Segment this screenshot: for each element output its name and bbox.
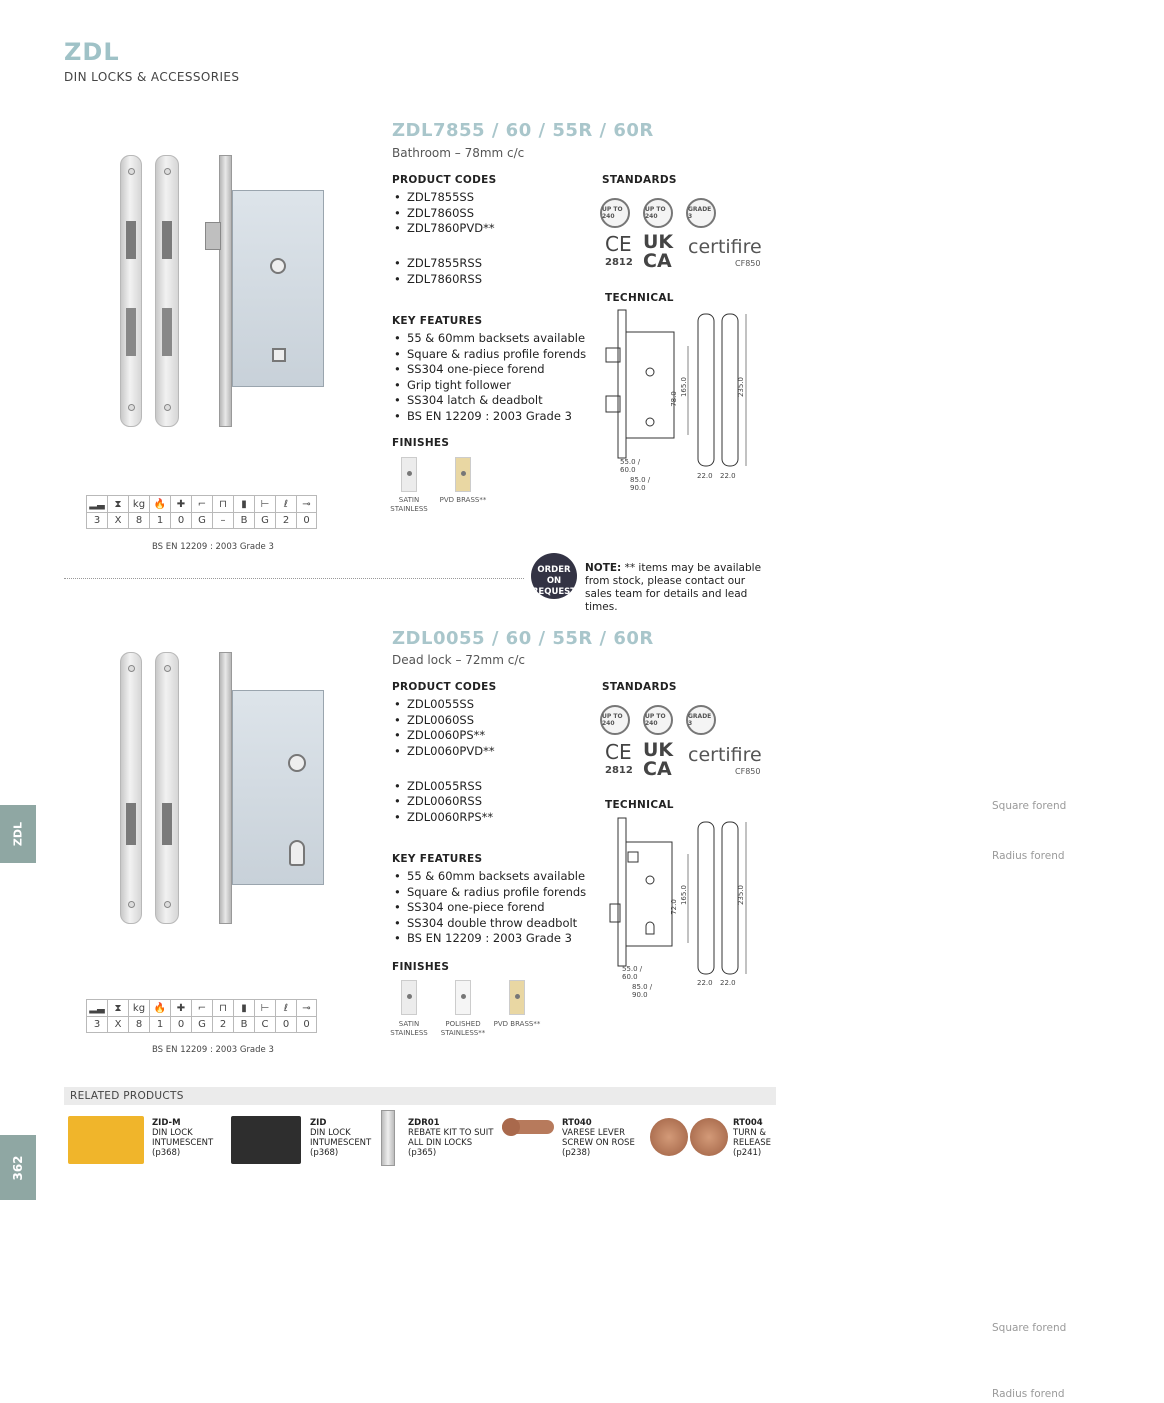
related-line: INTUMESCENT xyxy=(152,1138,214,1148)
related-line: TURN & xyxy=(733,1128,767,1138)
turn-hub xyxy=(272,348,286,362)
related-thumbnail xyxy=(231,1116,301,1164)
feature-item: • BS EN 12209 : 2003 Grade 3 xyxy=(394,409,604,425)
product-subtitle: Dead lock – 72mm c/c xyxy=(392,653,525,667)
feature-item: • BS EN 12209 : 2003 Grade 3 xyxy=(394,931,604,947)
related-thumbnail xyxy=(650,1118,688,1156)
finish-swatch-satin xyxy=(401,457,417,492)
dim-total: 235.0 xyxy=(737,884,746,906)
related-line: DIN LOCK xyxy=(310,1128,351,1138)
stock-note xyxy=(585,562,770,614)
product-code: • ZDL0060RPS** xyxy=(394,810,594,826)
grade-icon-row xyxy=(86,999,317,1016)
forend-strip-2 xyxy=(155,155,179,427)
badge-text: UP TO 240 xyxy=(602,713,623,727)
application-icon: ⊢ xyxy=(254,495,275,512)
feature-item: • 55 & 60mm backsets available xyxy=(394,869,604,885)
grade-code: 0 xyxy=(296,1016,317,1033)
grade-code: G xyxy=(191,1016,212,1033)
grade-badge-icon xyxy=(686,705,716,735)
forend-strip-1 xyxy=(120,652,142,924)
grade-code: 2 xyxy=(275,512,296,529)
ukca-top: UK xyxy=(643,739,674,761)
screw-icon xyxy=(128,168,135,175)
note-text: ** items may be available from stock, please contact our sales team for details and lead times. xyxy=(585,562,762,613)
dim-total: 235.0 xyxy=(737,376,746,398)
finish-label: POLISHED STAINLESS** xyxy=(440,1020,486,1037)
safety-icon: ✚ xyxy=(170,999,191,1016)
technical-heading: TECHNICAL xyxy=(605,799,674,811)
related-line: ALL DIN LOCKS xyxy=(408,1138,473,1148)
dim-backset: 55.0 / 60.0 xyxy=(622,965,643,981)
dim-backset: 55.0 / 60.0 xyxy=(620,458,641,474)
finish-label: SATIN STAINLESS xyxy=(390,1020,428,1037)
forend-strip-1 xyxy=(120,155,142,427)
related-line: DIN LOCK xyxy=(152,1128,193,1138)
product-title: ZDL7855 / 60 / 55R / 60R xyxy=(392,120,654,141)
badge-text: UP TO 240 xyxy=(645,206,666,220)
feature-list xyxy=(394,869,604,947)
product-code: • ZDL0060PS** xyxy=(394,728,594,744)
finish-swatch-satin xyxy=(401,980,417,1015)
note-label: NOTE: xyxy=(585,562,622,574)
sidebar xyxy=(0,0,36,1200)
grade-code: 1 xyxy=(149,512,170,529)
grade-code: 3 xyxy=(86,1016,107,1033)
durability-icon: ⧗ xyxy=(107,495,128,512)
feature-item: • Square & radius profile forends xyxy=(394,347,604,363)
related-text xyxy=(408,1118,493,1158)
fire-icon: 🔥 xyxy=(149,495,170,512)
finish-swatch-brass xyxy=(455,457,471,492)
fire-rating-badge-icon xyxy=(600,705,630,735)
product-code: • ZDL0060PVD** xyxy=(394,744,594,760)
lock-forend xyxy=(219,155,232,427)
related-code: ZDR01 xyxy=(408,1118,440,1128)
spindle-hole xyxy=(288,754,306,772)
fire-rating-badge-icon xyxy=(643,705,673,735)
section-divider xyxy=(64,578,524,579)
certifire-logo: certifire xyxy=(688,744,762,766)
grade-badge-icon xyxy=(686,198,716,228)
fire-icon: 🔥 xyxy=(149,999,170,1016)
section-tab[interactable] xyxy=(0,805,36,863)
feature-list xyxy=(394,331,604,424)
certifire-code: CF850 xyxy=(735,259,761,268)
product-code: • ZDL7860PVD** xyxy=(394,221,594,237)
finish-label: PVD BRASS** xyxy=(493,1020,541,1028)
safety-icon: ✚ xyxy=(170,495,191,512)
dim-width-1: 22.0 xyxy=(697,979,713,987)
ukca-top: UK xyxy=(643,231,674,253)
ce-mark: CE xyxy=(605,232,632,256)
forend-note: Square forend xyxy=(992,799,1067,812)
badge-text: GRADE 3 xyxy=(688,206,712,220)
swatch-hole xyxy=(461,471,466,476)
forend-note: Radius forend xyxy=(992,850,1065,862)
screw-icon xyxy=(164,901,171,908)
related-code: ZID-M xyxy=(152,1118,181,1128)
page-number: 362 xyxy=(11,1154,25,1181)
product-code: • ZDL0060SS xyxy=(394,713,594,729)
dim-height: 165.0 xyxy=(680,376,689,398)
feature-item: • Square & radius profile forends xyxy=(394,885,604,901)
grade-code: 2 xyxy=(212,1016,233,1033)
related-thumbnail xyxy=(68,1116,144,1164)
product-code: • ZDL7855RSS xyxy=(394,256,594,272)
dim-depth: 85.0 / 90.0 xyxy=(630,476,651,492)
related-page: (p241) xyxy=(733,1148,762,1158)
product-code: • ZDL0060RSS xyxy=(394,794,594,810)
finish-label: PVD BRASS** xyxy=(439,496,487,504)
swatch-hole xyxy=(515,994,520,999)
bolt-slot xyxy=(126,308,136,356)
grade-code: 0 xyxy=(170,1016,191,1033)
door-mass-icon: kg xyxy=(128,495,149,512)
grade-code: B xyxy=(233,512,254,529)
bolt-slot xyxy=(162,803,172,845)
bolt-icon: ▮ xyxy=(233,999,254,1016)
dim-height: 165.0 xyxy=(680,884,689,906)
grade-code: 0 xyxy=(296,512,317,529)
grade-code: B xyxy=(233,1016,254,1033)
forend-strip-2 xyxy=(155,652,179,924)
related-line: REBATE KIT TO SUIT xyxy=(408,1128,494,1138)
product-subtitle: Bathroom – 78mm c/c xyxy=(392,146,525,160)
page-number-box xyxy=(0,1135,36,1200)
codes-heading: PRODUCT CODES xyxy=(392,681,497,693)
finish-label: SATIN STAINLESS xyxy=(390,496,428,513)
ce-number: 2812 xyxy=(605,765,633,776)
screw-icon xyxy=(164,404,171,411)
key-identification-icon: ℓ xyxy=(275,495,296,512)
feature-item: • 55 & 60mm backsets available xyxy=(394,331,604,347)
related-text xyxy=(733,1118,771,1158)
product-code: • ZDL0055SS xyxy=(394,697,594,713)
brand-subtitle: DIN LOCKS & ACCESSORIES xyxy=(64,70,240,84)
grade-note: BS EN 12209 : 2003 Grade 3 xyxy=(152,1045,274,1055)
grade-code: X xyxy=(107,512,128,529)
feature-item: • SS304 one-piece forend xyxy=(394,362,604,378)
standards-heading: STANDARDS xyxy=(602,681,677,693)
corrosion-icon: ⌐ xyxy=(191,999,212,1016)
finish-swatch-polished xyxy=(455,980,471,1015)
related-text xyxy=(152,1118,213,1158)
related-heading: RELATED PRODUCTS xyxy=(70,1090,184,1102)
feature-item: • SS304 one-piece forend xyxy=(394,900,604,916)
dim-cc: 78.0 xyxy=(669,391,678,407)
grade-code: 1 xyxy=(149,1016,170,1033)
finish-swatch-brass xyxy=(509,980,525,1015)
feature-item: • SS304 double throw deadbolt xyxy=(394,916,604,932)
security-icon: ⊓ xyxy=(212,999,233,1016)
cylinder-hole xyxy=(289,840,305,866)
screw-icon xyxy=(164,665,171,672)
fire-rating-badge-icon xyxy=(600,198,630,228)
security-icon: ⊓ xyxy=(212,495,233,512)
related-text xyxy=(562,1118,635,1158)
forend-note: Square forend xyxy=(992,1322,1067,1334)
screw-icon xyxy=(128,404,135,411)
finishes-heading: FINISHES xyxy=(392,961,450,973)
grade-code-row xyxy=(86,512,317,529)
category-of-use-icon: ▂▃ xyxy=(86,495,107,512)
product-code: • ZDL7860RSS xyxy=(394,272,594,288)
order-on-request-badge: ORDER ON REQUEST xyxy=(531,553,577,599)
grade-code: 0 xyxy=(275,1016,296,1033)
grade-code: 3 xyxy=(86,512,107,529)
related-code: RT040 xyxy=(562,1118,592,1128)
certifire-code: CF850 xyxy=(735,767,761,776)
screw-icon xyxy=(128,665,135,672)
product-title: ZDL0055 / 60 / 55R / 60R xyxy=(392,628,654,649)
related-products-bar xyxy=(64,1087,776,1105)
dim-width-1: 22.0 xyxy=(697,472,713,480)
related-page: (p238) xyxy=(562,1148,591,1158)
key-icon: ⊸ xyxy=(296,999,317,1016)
grade-code: C xyxy=(254,1016,275,1033)
feature-item: • SS304 latch & deadbolt xyxy=(394,393,604,409)
bolt-slot xyxy=(126,803,136,845)
lock-forend xyxy=(219,652,232,924)
corrosion-icon: ⌐ xyxy=(191,495,212,512)
bolt-icon: ▮ xyxy=(233,495,254,512)
product-code: • ZDL7860SS xyxy=(394,206,594,222)
related-code: RT004 xyxy=(733,1118,763,1128)
dim-depth: 85.0 / 90.0 xyxy=(632,983,653,999)
lock-body xyxy=(232,690,324,885)
grade-code: 8 xyxy=(128,512,149,529)
follower-hub xyxy=(270,258,286,274)
product-code: • ZDL0055RSS xyxy=(394,779,594,795)
badge-text: UP TO 240 xyxy=(602,206,623,220)
door-mass-icon: kg xyxy=(128,999,149,1016)
latch-tongue xyxy=(205,222,221,250)
grade-code: – xyxy=(212,512,233,529)
brand-title: ZDL xyxy=(64,38,120,66)
features-heading: KEY FEATURES xyxy=(392,315,483,327)
certifire-logo: certifire xyxy=(688,236,762,258)
grade-note: BS EN 12209 : 2003 Grade 3 xyxy=(152,542,274,552)
category-of-use-icon: ▂▃ xyxy=(86,999,107,1016)
screw-icon xyxy=(128,901,135,908)
product-code: • ZDL7855SS xyxy=(394,190,594,206)
grade-code: X xyxy=(107,1016,128,1033)
fire-rating-badge-icon xyxy=(643,198,673,228)
ukca-bottom: CA xyxy=(643,250,672,272)
features-heading: KEY FEATURES xyxy=(392,853,483,865)
related-line: RELEASE xyxy=(733,1138,771,1148)
grade-code: 8 xyxy=(128,1016,149,1033)
swatch-hole xyxy=(407,994,412,999)
grade-code: G xyxy=(191,512,212,529)
dim-width-2: 22.0 xyxy=(720,979,736,987)
technical-heading: TECHNICAL xyxy=(605,292,674,304)
grade-code-row xyxy=(86,1016,317,1033)
latch-slot xyxy=(162,221,172,259)
related-line: VARESE LEVER xyxy=(562,1128,626,1138)
section-tab-label: ZDL xyxy=(11,821,25,847)
key-icon: ⊸ xyxy=(296,495,317,512)
key-identification-icon: ℓ xyxy=(275,999,296,1016)
screw-icon xyxy=(164,168,171,175)
related-line: SCREW ON ROSE xyxy=(562,1138,635,1148)
swatch-hole xyxy=(407,471,412,476)
related-thumbnail xyxy=(381,1110,395,1166)
grade-code: G xyxy=(254,512,275,529)
related-thumbnail-rose xyxy=(502,1118,520,1136)
latch-slot xyxy=(126,221,136,259)
badge-text: GRADE 3 xyxy=(688,713,712,727)
dim-width-2: 22.0 xyxy=(720,472,736,480)
related-page: (p368) xyxy=(152,1148,181,1158)
finishes-heading: FINISHES xyxy=(392,437,450,449)
badge-text: UP TO 240 xyxy=(645,713,666,727)
ce-number: 2812 xyxy=(605,257,633,268)
related-line: INTUMESCENT xyxy=(310,1138,372,1148)
standards-heading: STANDARDS xyxy=(602,174,677,186)
related-code: ZID xyxy=(310,1118,327,1128)
ukca-bottom: CA xyxy=(643,758,672,780)
codes-heading: PRODUCT CODES xyxy=(392,174,497,186)
swatch-hole xyxy=(461,994,466,999)
related-thumbnail xyxy=(690,1118,728,1156)
bolt-slot xyxy=(162,308,172,356)
durability-icon: ⧗ xyxy=(107,999,128,1016)
application-icon: ⊢ xyxy=(254,999,275,1016)
feature-item: • Grip tight follower xyxy=(394,378,604,394)
related-text xyxy=(310,1118,371,1158)
forend-note: Radius forend xyxy=(992,1388,1065,1400)
related-page: (p365) xyxy=(408,1148,437,1158)
related-page: (p368) xyxy=(310,1148,339,1158)
dim-cc: 72.0 xyxy=(669,899,678,915)
grade-code: 0 xyxy=(170,512,191,529)
grade-icon-row xyxy=(86,495,317,512)
ce-mark: CE xyxy=(605,740,632,764)
